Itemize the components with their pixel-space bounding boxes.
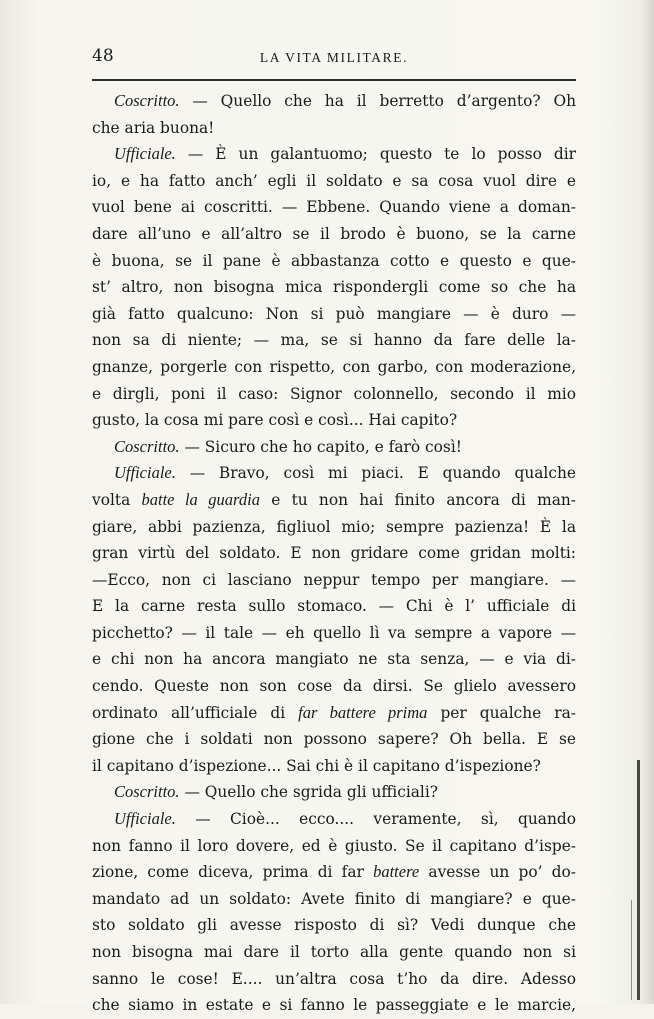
text-line [92, 593, 576, 620]
line-text: sanno le cose! E.... un’altra cosa t’ho da dire. Adesso [92, 969, 576, 988]
line-text: gusto, la cosa mi pare così e così... Hai capito? [92, 411, 458, 430]
running-title: LA VITA MILITARE. [259, 50, 409, 65]
line-text-before: zione, come diceva, prima di far [92, 863, 374, 882]
line-text: mandato ad un soldato: Avete finito di mangiare? e que- [92, 889, 576, 908]
line-text: — È un galantuomo; questo te lo posso dir [175, 145, 576, 164]
text-line [92, 407, 576, 434]
text-line [92, 460, 576, 487]
text-line [92, 434, 576, 461]
line-text: — Bravo, così mi piaci. E quando qualche [175, 464, 576, 483]
speaker-name: Ufficiale. [114, 144, 176, 164]
line-text: e tu non hai finito ancora di man- [259, 490, 576, 509]
text-line [92, 912, 576, 939]
text-line [92, 487, 576, 514]
speaker-name: Ufficiale. [114, 463, 176, 483]
line-text: non bisogna mai dare il torto alla gente quando non si [92, 943, 576, 961]
text-line [92, 327, 576, 354]
line-text: già fatto qualcuno: Non si può mangiare — è duro — [92, 304, 576, 323]
line-text: picchetto? — il tale — eh quello lì va sempre a vapore — [92, 623, 576, 642]
italic-phrase: battere [373, 862, 420, 882]
text-line [92, 168, 576, 195]
text-line [92, 567, 576, 594]
header-rule [92, 79, 576, 81]
line-text: — Quello che sgrida gli ufficiali? [179, 783, 439, 802]
text-line [92, 753, 576, 780]
text-line [92, 540, 576, 567]
line-text: — Sicuro che ho capito, e farò così! [179, 437, 462, 456]
line-text: io, e ha fatto anch’ egli il soldato e sa cosa vuol dire e [92, 171, 576, 190]
page-edge-shadow-thin [631, 900, 632, 1000]
speaker-name: Coscritto. [114, 436, 180, 456]
line-text: che siamo in estate e si fanno le passeggiate e le marcie, [92, 996, 576, 1015]
speaker-name: Ufficiale. [114, 809, 176, 829]
line-text: per qualche ra- [427, 703, 576, 722]
text-line [92, 779, 576, 806]
text-line [92, 806, 576, 833]
line-text: gione che i soldati non possono sapere? Oh bella. E se [92, 730, 576, 749]
text-line [92, 301, 576, 328]
line-text-before: ordinato all’ufficiale di [92, 703, 299, 722]
text-line [92, 141, 576, 168]
text-line [92, 859, 576, 886]
line-text: —Ecco, non ci lasciano neppur tempo per mangiare. — [92, 570, 576, 589]
line-text: st’ altro, non bisogna mica rispondergli come so che ha [92, 278, 576, 297]
text-line [92, 726, 576, 753]
text-line [92, 194, 576, 221]
text-line [92, 620, 576, 647]
text-line [92, 115, 576, 142]
speaker-name: Coscritto. [114, 91, 180, 110]
text-line [92, 248, 576, 275]
page-edge-shadow [637, 760, 640, 1000]
line-text: gran virtù del soldato. E non gridare come gridan molti: [92, 544, 576, 563]
line-text: sto soldato gli avesse risposto di sì? Vedi dunque che [92, 916, 576, 935]
page-header [92, 46, 576, 70]
line-text: non sa di niente; — ma, se si hanno da fare delle la- [92, 331, 576, 350]
speaker-name: Coscritto. [114, 782, 180, 802]
text-line [92, 966, 576, 993]
italic-phrase: far battere prima [298, 702, 428, 722]
text-line [92, 381, 576, 408]
line-text-before: volta [92, 490, 142, 509]
text-line [92, 886, 576, 913]
line-text: — Cioè... ecco.... veramente, sì, quando [175, 810, 576, 829]
line-text: cendo. Queste non son cose da dirsi. Se glielo avessero [92, 677, 576, 696]
body-text [92, 88, 576, 1019]
text-line [92, 274, 576, 301]
line-text: — Quello che ha il berretto d’argento? Oh [179, 92, 576, 110]
line-text: è buona, se il pane è abbastanza cotto e questo e que- [92, 251, 576, 270]
text-line [92, 88, 576, 115]
italic-phrase: batte la guardia [141, 489, 260, 509]
text-line [92, 354, 576, 381]
text-line [92, 221, 576, 248]
line-text: dare all’uno e all’altro se il brodo è buono, se la carne [92, 224, 576, 243]
text-line [92, 939, 576, 966]
text-line [92, 992, 576, 1019]
line-text: e chi non ha ancora mangiato ne sta senza, — e via di- [92, 650, 576, 669]
text-line [92, 673, 576, 700]
page-number: 48 [92, 46, 114, 66]
line-text: avesse un po’ do- [419, 863, 576, 882]
text-line [92, 833, 576, 860]
line-text: gnanze, porgerle con rispetto, con garbo, con moderazione, [92, 357, 576, 376]
line-text: E la carne resta sullo stomaco. — Chi è l’ ufficiale di [92, 597, 576, 616]
line-text: non fanno il loro dovere, ed è giusto. Se il capitano d’ispe- [92, 836, 576, 855]
text-line [92, 514, 576, 541]
line-text: e dirgli, poni il caso: Signor colonnello, secondo il mio [92, 384, 576, 403]
text-line [92, 646, 576, 673]
line-text: giare, abbi pazienza, figliuol mio; sempre pazienza! È la [92, 517, 576, 536]
line-text: che aria buona! [92, 118, 215, 137]
line-text: vuol bene ai coscritti. — Ebbene. Quando viene a doman- [92, 198, 576, 217]
line-text: il capitano d’ispezione... Sai chi è il capitano d’ispezione? [92, 756, 541, 775]
text-line [92, 700, 576, 727]
